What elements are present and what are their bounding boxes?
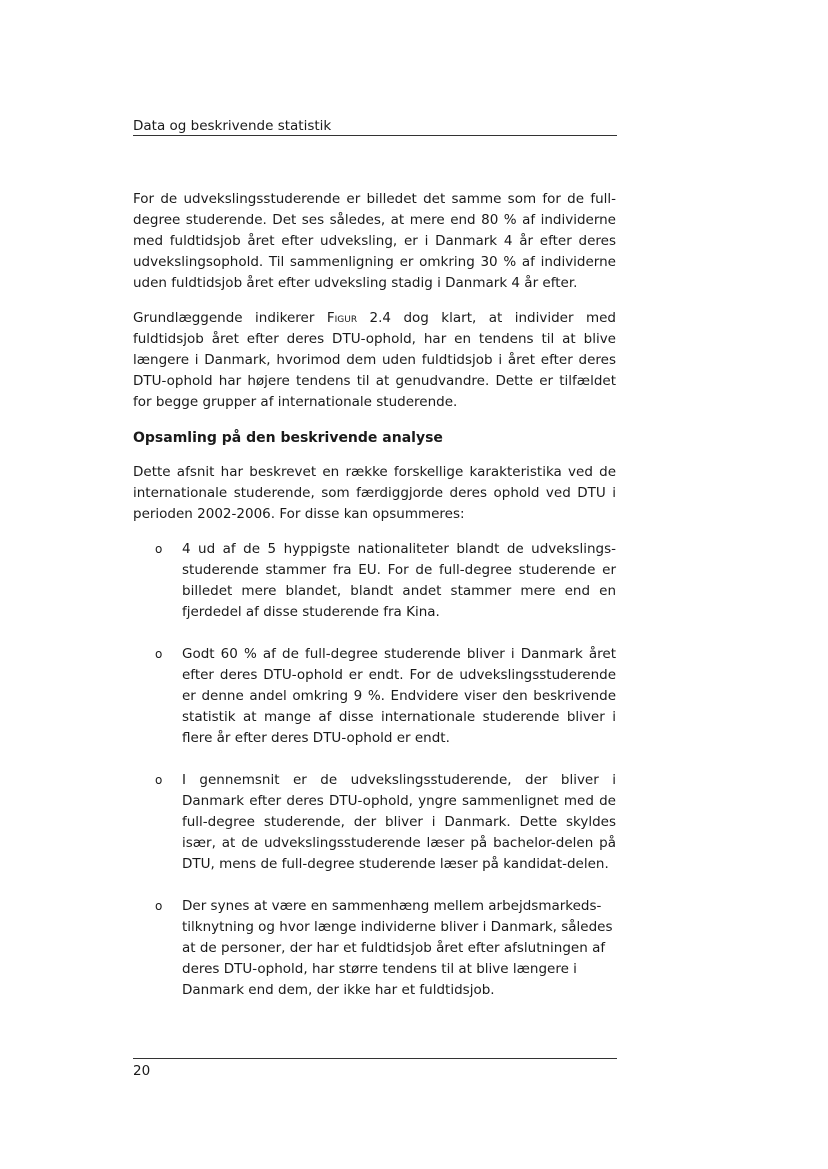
list-item xyxy=(133,644,616,749)
body-paragraph: For de udvekslingsstuderende er billedet det samme som for de full-degree studerende. Det ses således, at mere end 80 % af individerne med fuldtidsjob året efter udveksling, er i Danmark 4 år efter deres udvekslingsophold. Til sammenligning er omkring 30 % af individerne uden fuldtidsjob året efter udveksling stadig i Danmark 4 år efter. xyxy=(133,191,616,291)
list-item-text: 4 ud af de 5 hyppigste nationaliteter blandt de udvekslings-studerende stammer fra EU. For de full-degree studerende er billedet mere blandet, blandt andet stammer mere end en fjerdedel af disse studerende fra Kina. xyxy=(182,541,616,620)
list-item-text: Der synes at være en sammenhæng mellem arbejdsmarkeds-tilknytning og hvor længe individerne bliver i Danmark, således at de personer, der har et fuldtidsjob året efter afslutningen af deres DTU-ophold, har større tendens til at blive længere i Danmark end dem, der ikke har et fuldtidsjob. xyxy=(182,898,613,998)
paragraph-text: 2.4 dog klart, at individer med fuldtidsjob året efter deres DTU-ophold, har en tendens til at blive længere i Danmark, hvorimod dem uden fuldtidsjob i året efter deres DTU-ophold har højere tendens til at genudvandre. Dette er tilfældet for begge grupper af internationale studerende. xyxy=(133,310,616,410)
list-item xyxy=(133,896,616,1001)
body-paragraph: Dette afsnit har beskrevet en række forskellige karakteristika ved de internationale studerende, som færdiggjorde deres ophold ved DTU i perioden 2002-2006. For disse kan opsummeres: xyxy=(133,464,616,522)
list-item xyxy=(133,770,616,875)
footer-rule xyxy=(133,1058,617,1059)
page-number: 20 xyxy=(133,1063,151,1079)
bullet-icon: o xyxy=(155,899,163,913)
section-heading: Opsamling på den beskrivende analyse xyxy=(133,430,443,446)
list-item-text: Godt 60 % af de full-degree studerende bliver i Danmark året efter deres DTU-ophold er endt. For de udvekslingsstuderende er denne andel omkring 9 %. Endvidere viser den beskrivende statistik at mange af disse internationale studerende bliver i flere år efter deres DTU-ophold er endt. xyxy=(182,646,616,746)
bullet-icon: o xyxy=(155,773,163,787)
summary-list xyxy=(133,539,616,1001)
figure-reference: Figur xyxy=(326,310,358,326)
running-header: Data og beskrivende statistik xyxy=(133,118,617,136)
body-paragraph xyxy=(133,308,616,413)
list-item-text: I gennemsnit er de udvekslingsstuderende, der bliver i Danmark efter deres DTU-ophold, yngre sammenlignet med de full-degree studerende, der bliver i Danmark. Dette skyldes især, at de udvekslingsstuderende læser på bachelor-delen på DTU, mens de full-degree studerende læser på kandidat-delen. xyxy=(182,772,616,872)
list-item xyxy=(133,539,616,623)
paragraph-text: Grundlæggende indikerer xyxy=(133,310,327,326)
page-content xyxy=(133,189,616,1022)
bullet-icon: o xyxy=(155,542,163,556)
bullet-icon: o xyxy=(155,647,163,661)
